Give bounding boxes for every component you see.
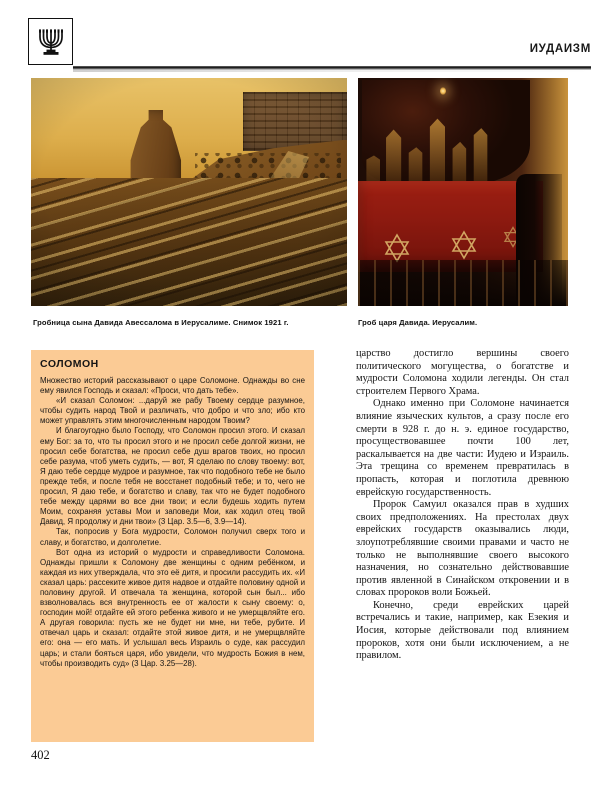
sidebar-paragraph: Так, попросив у Бога мудрости, Соломон получил сверх того и славу, и богатство, и долголетие.	[40, 527, 305, 547]
figure-caption: Гробница сына Давида Авессалома в Иерусалиме. Снимок 1921 г.	[33, 318, 289, 327]
body-paragraph: царство достигло вершины своего политического могущества, о богатстве и мудрости Соломона ходили легенды. Он стал строителем Первого Храма.	[356, 348, 569, 397]
king-david-tomb-photo	[358, 78, 568, 306]
header-divider	[73, 66, 591, 70]
page-number: 402	[31, 748, 50, 762]
section-title: ИУДАИЗМ	[529, 43, 591, 55]
sidebar-paragraph: И благоугодно было Господу, что Соломон просил этого. И сказал ему Бог: за то, что ты просил этого и не просил себе долгой жизни, не просил себе богатства, не просил себе душ врагов твоих, но просил себе разума, чтоб уметь судить, — вот, Я сделаю по слову твоему: вот, Я даю тебе сердце мудрое и разумное, так что подобного тебе не было прежде тебя, и после тебя не восстанет подобный тебе; и то, чего не просил, Я даю тебе, и богатство и славу, так что не будет подобного тебе между царями во все дни твои; и если будешь ходить путем Моим, сохраняя уставы Мои и заповеди Мои, как ходил отец твой Давид, Я продолжу и дни твои» (3 Цар. 3.5—6, 3.9—14).	[40, 426, 305, 527]
sidebar-solomon-box	[31, 350, 314, 742]
main-text-column	[356, 348, 569, 748]
photo-vignette	[31, 78, 347, 306]
sidebar-paragraph: Множество историй рассказывают о царе Соломоне. Однажды во сне ему явился Господь и сказал: «Проси, что дать тебе».	[40, 376, 305, 396]
absalom-tomb-photo	[31, 78, 347, 306]
sidebar-paragraph: «И сказал Соломон: ...даруй же рабу Твоему сердце разумное, чтобы судить народ Твой и различать, что добро и что зло; ибо кто может управлять этим многочисленным народом Твоим?	[40, 396, 305, 426]
body-paragraph: Пророк Самуил оказался прав в худших своих предположениях. На престолах двух еврейских государств оказывались люди, злоупотреблявшие своими правами и часто не только не выполнявшие своего высокого назначения, но сознательно действовавшие против явленной в Синайском откровении и в словах пророков воли Божьей.	[356, 499, 569, 599]
sidebar-heading: СОЛОМОН	[40, 358, 99, 370]
body-paragraph: Однако именно при Соломоне начинается влияние языческих культов, а сразу после его смерти в 928 г. до н. э. единое государство, просуществовавшее почти 100 лет, раскалывается на две части: Иудею и Израиль. Эта трещина со временем превратилась в пропасть, которая и поглотила древнюю еврейскую государственность.	[356, 398, 569, 498]
body-paragraph: Конечно, среди еврейских царей встречались и такие, например, как Езекия и Иосия, которые действовали под влиянием пророков, хотя они были исключением, а не правилом.	[356, 599, 569, 662]
photo-lamp-light	[440, 87, 446, 95]
star-of-david-icon	[449, 230, 479, 260]
photo-railing	[358, 260, 568, 306]
figure-caption: Гроб царя Давида. Иерусалим.	[358, 318, 478, 327]
page-header	[0, 0, 600, 72]
sidebar-paragraph: Вот одна из историй о мудрости и справедливости Соломона. Однажды пришли к Соломону две женщины с одним ребёнком, и каждая из них утверждала, что это её дитя, и просили рассудить их. «И сказал царь: рассеките живое дитя надвое и отдайте половину одной и половину другой. И отвечала та женщина, которой сын был... ибо взволновалась вся внутренность ее от жалости к сыну своему: о, господин мой! отдайте ей этого ребенка живого и не умерщвляйте его. А другая говорила: пусть же не будет ни мне, ни тебе, рубите. И отвечал царь и сказал: отдайте этой живое дитя, и не умерщвляйте его: она — его мать. И услышал весь Израиль о суде, как рассудил царь; и стали бояться царя, ибо увидели, что мудрость Божия в нем, чтобы производить суд» (3 Цар. 3.25—28).	[40, 547, 305, 668]
star-of-david-icon	[382, 233, 412, 263]
menorah-icon	[28, 18, 73, 65]
